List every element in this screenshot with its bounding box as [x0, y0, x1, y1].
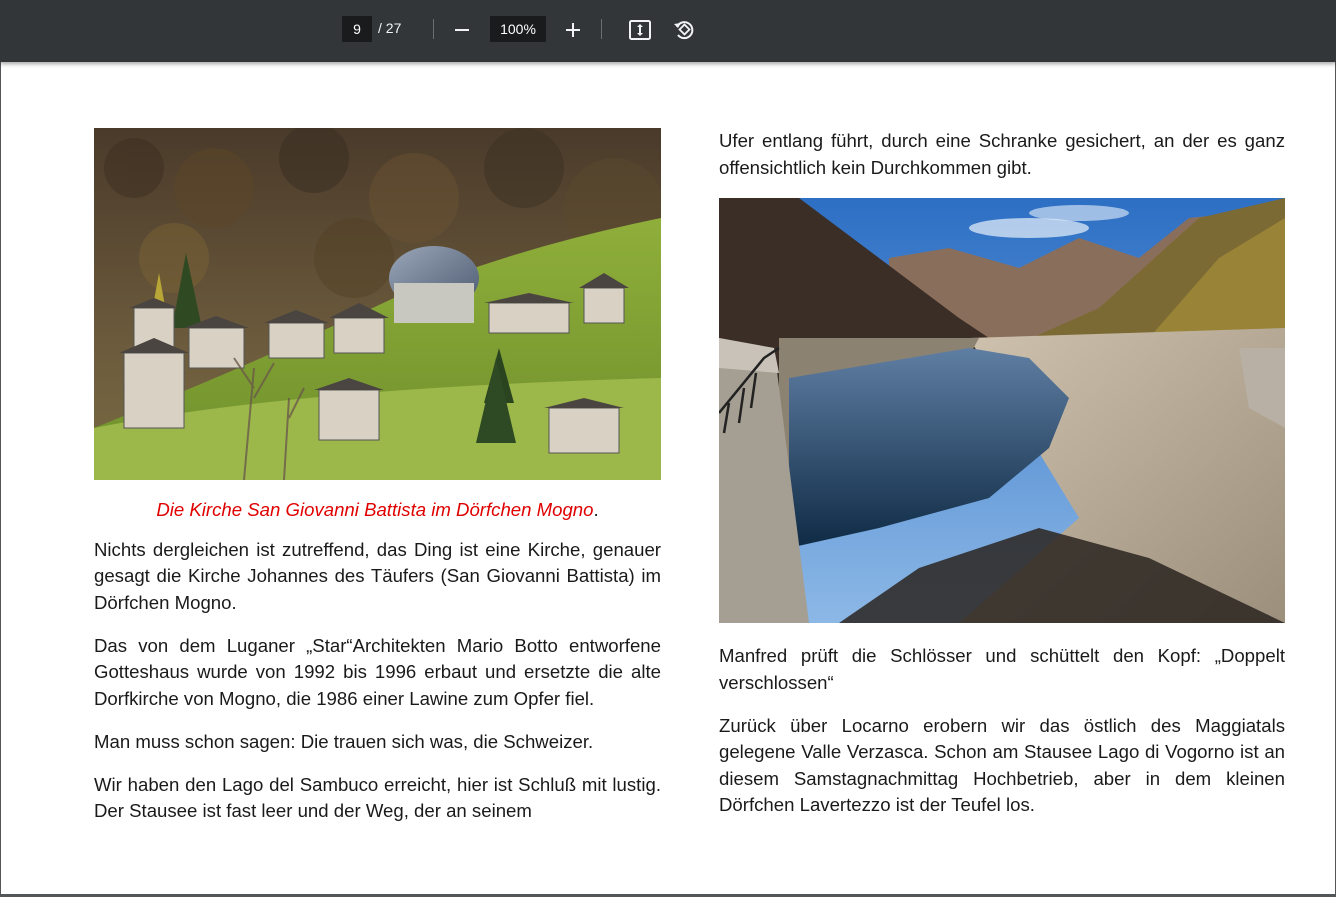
rotate-button[interactable]	[668, 14, 700, 46]
rotate-icon	[672, 18, 696, 42]
paragraph: Nichts dergleichen ist zutreffend, das Ding ist eine Kirche, genauer gesagt die Kirche Johannes des Täufers (San Giovanni Battista) im Dörfchen Mogno.	[94, 538, 661, 613]
caption-dot: .	[593, 499, 599, 520]
fit-page-icon	[628, 19, 652, 41]
zoom-out-button[interactable]	[446, 14, 478, 46]
reservoir-photo	[719, 198, 1285, 623]
plus-icon	[564, 21, 582, 39]
zoom-level-input[interactable]: 100%	[490, 16, 546, 42]
paragraph: Ufer entlang führt, durch eine Schranke gesichert, an der es ganz offensichtlich kein Durchkommen gibt.	[719, 130, 1285, 178]
pdf-toolbar	[0, 0, 1336, 62]
pdf-page	[1, 62, 1335, 894]
fit-to-page-button[interactable]	[624, 14, 656, 46]
toolbar-divider	[433, 19, 434, 39]
minus-icon	[453, 21, 471, 39]
left-column	[94, 128, 661, 841]
village-church-photo	[94, 128, 661, 480]
zoom-in-button[interactable]	[557, 14, 589, 46]
paragraph: Zurück über Locarno erobern wir das östlich des Maggiatals gelegene Valle Verzasca. Schon am Stausee Lago di Vogorno ist an diesem Samstagnachmittag Hochbetrieb, aber in dem kleinen Dörfchen Lavertezzo ist der Teufel los.	[719, 714, 1285, 815]
image-caption	[94, 497, 661, 524]
paragraph: Das von dem Luganer „Star“Architekten Mario Botto entworfene Gotteshaus wurde von 1992 bis 1996 erbaut und ersetzte die alte Dorfkirche von Mogno, die 1986 einer Lawine zum Opfer fiel.	[94, 634, 661, 709]
caption-text: Die Kirche San Giovanni Battista im Dörfchen Mogno	[156, 499, 594, 520]
right-column	[719, 128, 1285, 835]
paragraph: Manfred prüft die Schlösser und schüttelt den Kopf: „Doppelt verschlossen“	[719, 645, 1285, 693]
page-total: / 27	[378, 20, 402, 36]
toolbar-divider	[601, 19, 602, 39]
paragraph: Man muss schon sagen: Die trauen sich was, die Schweizer.	[94, 730, 594, 752]
page-number-input[interactable]: 9	[342, 16, 372, 42]
paragraph: Wir haben den Lago del Sambuco erreicht, hier ist Schluß mit lustig. Der Stausee ist fast leer und der Weg, der an seinem	[94, 773, 661, 821]
